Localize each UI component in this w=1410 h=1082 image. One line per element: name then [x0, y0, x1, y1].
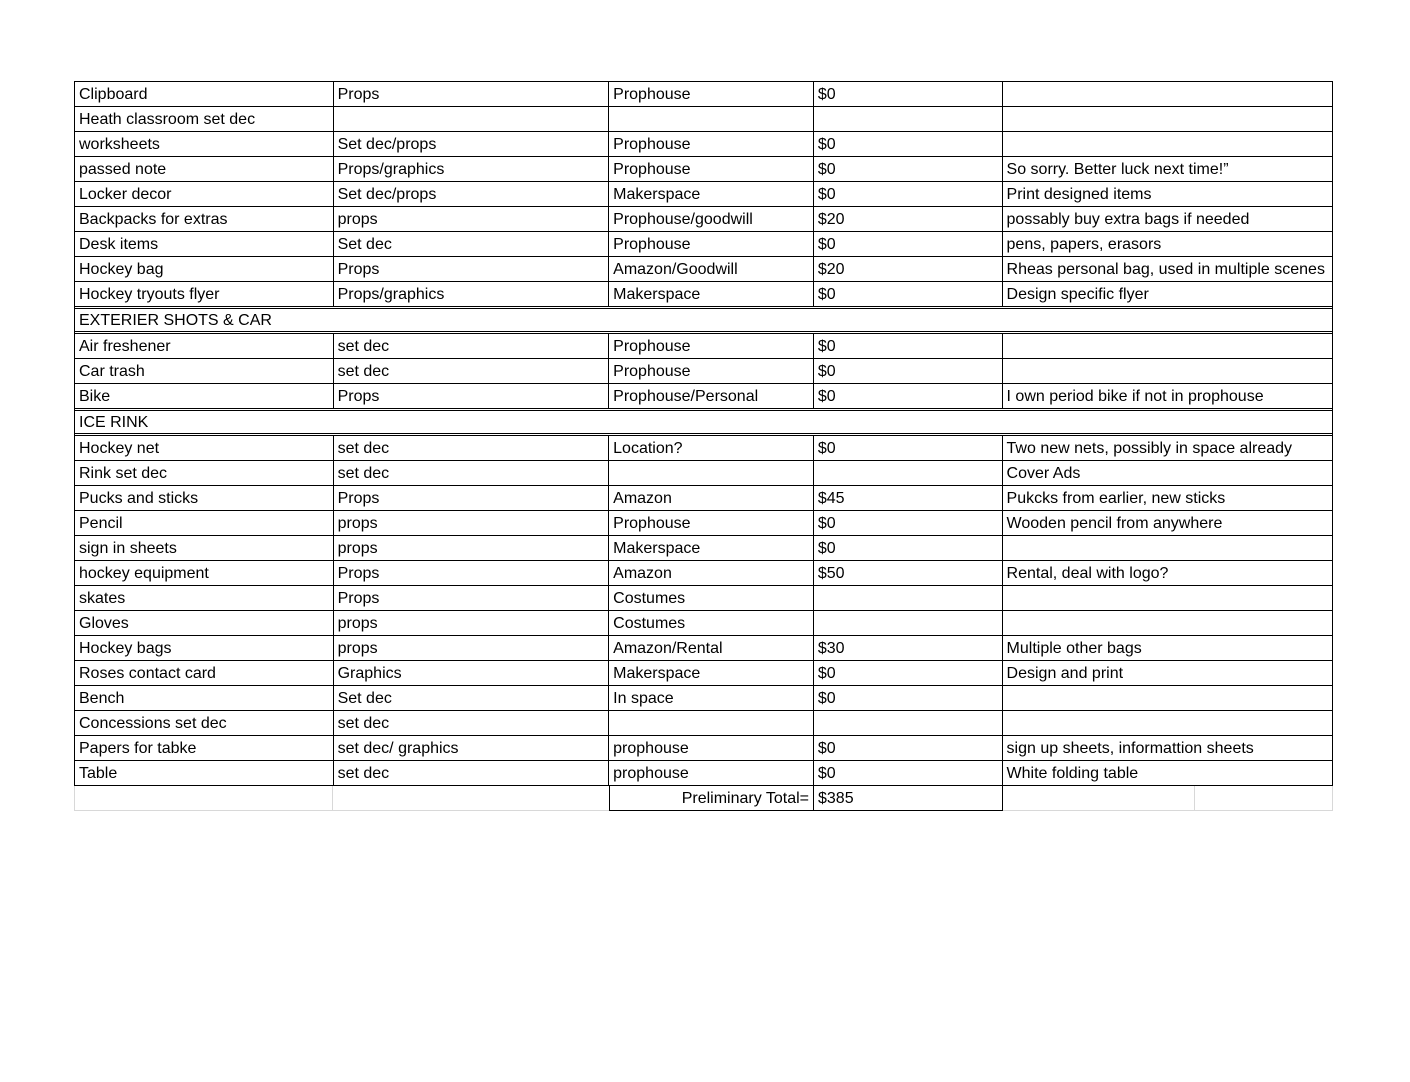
- category-cell[interactable]: props: [334, 636, 610, 660]
- notes-cell[interactable]: possably buy extra bags if needed: [1006, 211, 1250, 228]
- notes-cell[interactable]: pens, papers, erasors: [1006, 236, 1162, 253]
- table-row: [74, 535, 1333, 561]
- notes-cell[interactable]: [1003, 536, 1332, 560]
- notes-cell[interactable]: Rheas personal bag, used in multiple scenes: [1006, 261, 1325, 278]
- table-row: [74, 435, 1333, 461]
- category-cell[interactable]: Set dec/props: [334, 182, 610, 206]
- empty-cell[interactable]: [1003, 786, 1333, 811]
- source-cell[interactable]: Makerspace: [609, 282, 814, 306]
- cost-cell[interactable]: $45: [814, 486, 1003, 510]
- category-cell[interactable]: Set dec: [334, 232, 610, 256]
- table-row: [74, 81, 1333, 107]
- table-row: [74, 685, 1333, 711]
- item-name-cell[interactable]: Pencil: [75, 511, 334, 535]
- category-cell[interactable]: Props/graphics: [334, 282, 610, 306]
- category-cell[interactable]: props: [334, 536, 610, 560]
- item-name-cell[interactable]: Backpacks for extras: [75, 207, 334, 231]
- table-row: [74, 281, 1333, 307]
- section-header-label[interactable]: EXTERIER SHOTS & CAR: [79, 312, 272, 329]
- item-name-cell[interactable]: Desk items: [75, 232, 334, 256]
- source-cell[interactable]: Amazon: [609, 561, 814, 585]
- source-cell[interactable]: [609, 711, 814, 735]
- cost-cell[interactable]: $0: [814, 157, 1003, 181]
- table-row: [74, 510, 1333, 536]
- cost-cell[interactable]: $0: [814, 761, 1003, 785]
- cost-cell[interactable]: $0: [814, 686, 1003, 710]
- source-cell[interactable]: [609, 107, 814, 131]
- item-name-cell[interactable]: Table: [75, 761, 334, 785]
- source-cell[interactable]: In space: [609, 686, 814, 710]
- item-name-cell[interactable]: Roses contact card: [75, 661, 334, 685]
- category-cell[interactable]: [334, 107, 610, 131]
- cost-cell[interactable]: [814, 611, 1003, 635]
- source-cell[interactable]: Costumes: [609, 586, 814, 610]
- item-name-cell[interactable]: sign in sheets: [75, 536, 334, 560]
- notes-cell[interactable]: [1003, 334, 1332, 358]
- cost-cell[interactable]: $0: [814, 282, 1003, 306]
- item-name-cell[interactable]: Air freshener: [75, 334, 334, 358]
- source-cell[interactable]: Prophouse: [609, 334, 814, 358]
- notes-cell[interactable]: Two new nets, possibly in space already: [1006, 440, 1293, 457]
- table-row: [74, 760, 1333, 786]
- notes-cell[interactable]: Design specific flyer: [1006, 286, 1149, 303]
- item-name-cell[interactable]: Papers for tabke: [75, 736, 334, 760]
- item-name-cell[interactable]: Heath classroom set dec: [75, 107, 334, 131]
- notes-cell[interactable]: White folding table: [1006, 765, 1139, 782]
- table-row: [74, 333, 1333, 359]
- cost-cell[interactable]: $0: [814, 334, 1003, 358]
- notes-cell[interactable]: [1003, 686, 1332, 710]
- table-row: [74, 710, 1333, 736]
- source-cell[interactable]: Location?: [609, 436, 814, 460]
- item-name-cell[interactable]: Locker decor: [75, 182, 334, 206]
- total-row: [74, 785, 1333, 811]
- section-header-row: [74, 306, 1333, 334]
- notes-cell[interactable]: I own period bike if not in prophouse: [1006, 388, 1264, 405]
- source-cell[interactable]: Makerspace: [609, 536, 814, 560]
- notes-cell[interactable]: [1003, 82, 1332, 106]
- item-name-cell[interactable]: Concessions set dec: [75, 711, 334, 735]
- notes-cell[interactable]: Design and print: [1006, 665, 1124, 682]
- table-row: [74, 610, 1333, 636]
- cost-cell[interactable]: $20: [814, 207, 1003, 231]
- notes-cell[interactable]: Print designed items: [1006, 186, 1152, 203]
- category-cell[interactable]: Props: [334, 384, 610, 408]
- source-cell[interactable]: Prophouse: [609, 511, 814, 535]
- notes-cell[interactable]: Wooden pencil from anywhere: [1006, 515, 1223, 532]
- cost-cell[interactable]: $0: [814, 182, 1003, 206]
- notes-cell[interactable]: Cover Ads: [1006, 465, 1081, 482]
- cost-cell[interactable]: $0: [814, 511, 1003, 535]
- item-name-cell[interactable]: hockey equipment: [75, 561, 334, 585]
- item-name-cell[interactable]: Hockey bags: [75, 636, 334, 660]
- category-cell[interactable]: set dec: [334, 711, 610, 735]
- source-cell[interactable]: prophouse: [609, 736, 814, 760]
- table-row: [74, 635, 1333, 661]
- category-cell[interactable]: Props: [334, 561, 610, 585]
- table-row: [74, 383, 1333, 409]
- source-cell[interactable]: Prophouse/goodwill: [609, 207, 814, 231]
- source-cell[interactable]: Prophouse/Personal: [609, 384, 814, 408]
- cost-cell[interactable]: [814, 107, 1003, 131]
- cost-cell[interactable]: $0: [814, 232, 1003, 256]
- cost-cell[interactable]: $50: [814, 561, 1003, 585]
- empty-cell[interactable]: [74, 786, 333, 811]
- category-cell[interactable]: Set dec: [334, 686, 610, 710]
- source-cell[interactable]: Prophouse: [609, 157, 814, 181]
- notes-cell[interactable]: sign up sheets, informattion sheets: [1006, 740, 1254, 757]
- notes-cell[interactable]: [1003, 611, 1332, 635]
- item-name-cell[interactable]: Hockey bag: [75, 257, 334, 281]
- table-row: [74, 231, 1333, 257]
- source-cell[interactable]: Prophouse: [609, 132, 814, 156]
- notes-cell[interactable]: Pukcks from earlier, new sticks: [1006, 490, 1226, 507]
- item-name-cell[interactable]: Gloves: [75, 611, 334, 635]
- cost-cell[interactable]: $0: [814, 436, 1003, 460]
- notes-cell[interactable]: [1003, 359, 1332, 383]
- item-name-cell[interactable]: Hockey net: [75, 436, 334, 460]
- category-cell[interactable]: set dec: [334, 334, 610, 358]
- item-name-cell[interactable]: Hockey tryouts flyer: [75, 282, 334, 306]
- cost-cell[interactable]: $30: [814, 636, 1003, 660]
- notes-cell[interactable]: Rental, deal with logo?: [1006, 565, 1169, 582]
- category-cell[interactable]: set dec: [334, 359, 610, 383]
- item-name-cell[interactable]: skates: [75, 586, 334, 610]
- category-cell[interactable]: Props: [334, 586, 610, 610]
- cost-cell[interactable]: $0: [814, 132, 1003, 156]
- category-cell[interactable]: Props: [334, 486, 610, 510]
- source-cell[interactable]: Costumes: [609, 611, 814, 635]
- category-cell[interactable]: Props/graphics: [334, 157, 610, 181]
- source-cell[interactable]: Prophouse: [609, 359, 814, 383]
- table-row: [74, 358, 1333, 384]
- cost-cell[interactable]: $20: [814, 257, 1003, 281]
- source-cell[interactable]: Prophouse: [609, 232, 814, 256]
- notes-cell[interactable]: [1003, 586, 1332, 610]
- table-row: [74, 585, 1333, 611]
- item-name-cell[interactable]: Car trash: [75, 359, 334, 383]
- source-cell[interactable]: prophouse: [609, 761, 814, 785]
- source-cell[interactable]: Makerspace: [609, 661, 814, 685]
- table-row: [74, 256, 1333, 282]
- total-label[interactable]: Preliminary Total=: [609, 786, 814, 811]
- table-row: [74, 131, 1333, 157]
- category-cell[interactable]: set dec: [334, 761, 610, 785]
- cost-cell[interactable]: $0: [814, 536, 1003, 560]
- category-cell[interactable]: Props: [334, 82, 610, 106]
- category-cell[interactable]: Set dec/props: [334, 132, 610, 156]
- notes-cell[interactable]: [1003, 132, 1332, 156]
- section-header-label[interactable]: ICE RINK: [79, 414, 149, 431]
- item-name-cell[interactable]: Clipboard: [75, 82, 334, 106]
- cost-cell[interactable]: [814, 586, 1003, 610]
- source-cell[interactable]: Amazon/Goodwill: [609, 257, 814, 281]
- total-value[interactable]: $385: [814, 786, 1003, 811]
- category-cell[interactable]: set dec: [334, 436, 610, 460]
- empty-cell[interactable]: [333, 786, 609, 811]
- item-name-cell[interactable]: worksheets: [75, 132, 334, 156]
- section-header-row: [74, 408, 1333, 436]
- notes-cell[interactable]: [1003, 107, 1332, 131]
- category-cell[interactable]: set dec: [334, 461, 610, 485]
- cost-cell[interactable]: [814, 711, 1003, 735]
- item-name-cell[interactable]: passed note: [75, 157, 334, 181]
- notes-cell[interactable]: So sorry. Better luck next time!”: [1006, 161, 1229, 178]
- item-name-cell[interactable]: Pucks and sticks: [75, 486, 334, 510]
- cost-cell[interactable]: [814, 461, 1003, 485]
- category-cell[interactable]: props: [334, 611, 610, 635]
- table-row: [74, 660, 1333, 686]
- source-cell[interactable]: Amazon: [609, 486, 814, 510]
- cost-cell[interactable]: $0: [814, 661, 1003, 685]
- source-cell[interactable]: [609, 461, 814, 485]
- source-cell[interactable]: Amazon/Rental: [609, 636, 814, 660]
- table-row: [74, 106, 1333, 132]
- cost-cell[interactable]: $0: [814, 736, 1003, 760]
- budget-table: [74, 81, 1333, 811]
- category-cell[interactable]: props: [334, 511, 610, 535]
- table-row: [74, 181, 1333, 207]
- category-cell[interactable]: props: [334, 207, 610, 231]
- table-row: [74, 156, 1333, 182]
- source-cell[interactable]: Makerspace: [609, 182, 814, 206]
- cost-cell[interactable]: $0: [814, 384, 1003, 408]
- category-cell[interactable]: Graphics: [334, 661, 610, 685]
- category-cell[interactable]: set dec/ graphics: [334, 736, 610, 760]
- item-name-cell[interactable]: Bench: [75, 686, 334, 710]
- table-row: [74, 206, 1333, 232]
- cost-cell[interactable]: $0: [814, 359, 1003, 383]
- item-name-cell[interactable]: Rink set dec: [75, 461, 334, 485]
- item-name-cell[interactable]: Bike: [75, 384, 334, 408]
- table-row: [74, 560, 1333, 586]
- source-cell[interactable]: Prophouse: [609, 82, 814, 106]
- notes-cell[interactable]: [1003, 711, 1332, 735]
- category-cell[interactable]: Props: [334, 257, 610, 281]
- notes-cell[interactable]: Multiple other bags: [1006, 640, 1142, 657]
- table-row: [74, 460, 1333, 486]
- cost-cell[interactable]: $0: [814, 82, 1003, 106]
- table-row: [74, 485, 1333, 511]
- table-row: [74, 735, 1333, 761]
